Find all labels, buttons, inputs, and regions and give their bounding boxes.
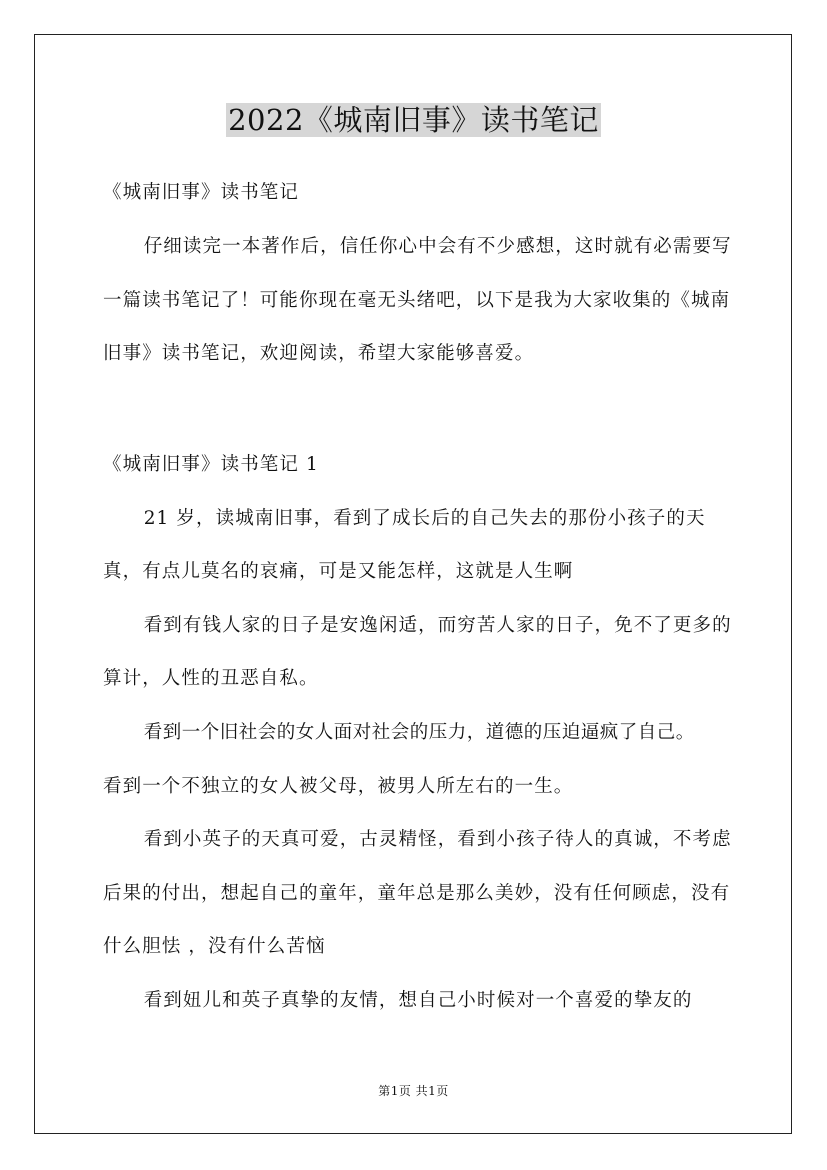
body-paragraph: 看到一个旧社会的女人面对社会的压力，道德的压迫逼疯了自己。 — [143, 721, 695, 743]
document-title — [0, 100, 827, 140]
body-paragraph: 看到小英子的天真可爱，古灵精怪，看到小孩子待人的真诚，不考虑后果的付出，想起自己的童年，童年总是那么美妙，没有任何顾虑，没有什么胆怯 ，没有什么苦恼 — [103, 829, 732, 958]
body-paragraph: 看到妞儿和英子真挚的友情，想自己小时候对一个喜爱的挚友的 — [143, 989, 693, 1011]
body-paragraph: 看到一个不独立的女人被父母，被男人所左右的一生。 — [103, 775, 574, 797]
intro-paragraph: 仔细读完一本著作后，信任你心中会有不少感想，这时就有必需要写一篇读书笔记了！可能你现在毫无头绪吧，以下是我为大家收集的《城南旧事》读书笔记，欢迎阅读，希望大家能够喜爱。 — [103, 236, 732, 365]
section-heading: 《城南旧事》读书笔记 1 — [103, 454, 319, 475]
document-subtitle: 《城南旧事》读书笔记 — [103, 182, 300, 203]
section-block — [103, 438, 743, 1028]
document-title-text: 2022《城南旧事》读书笔记 — [228, 103, 599, 137]
subtitle-block — [103, 166, 743, 220]
body-paragraph: 21 岁，读城南旧事，看到了成长后的自己失去的那份小孩子的天真，有点儿莫名的哀痛，可是又能怎样，这就是人生啊 — [103, 507, 706, 583]
body-paragraph: 看到有钱人家的日子是安逸闲适，而穷苦人家的日子，免不了更多的算计，人性的丑恶自私。 — [103, 614, 732, 690]
page-footer: 第1页 共1页 — [378, 1084, 449, 1098]
intro-block — [103, 220, 743, 381]
